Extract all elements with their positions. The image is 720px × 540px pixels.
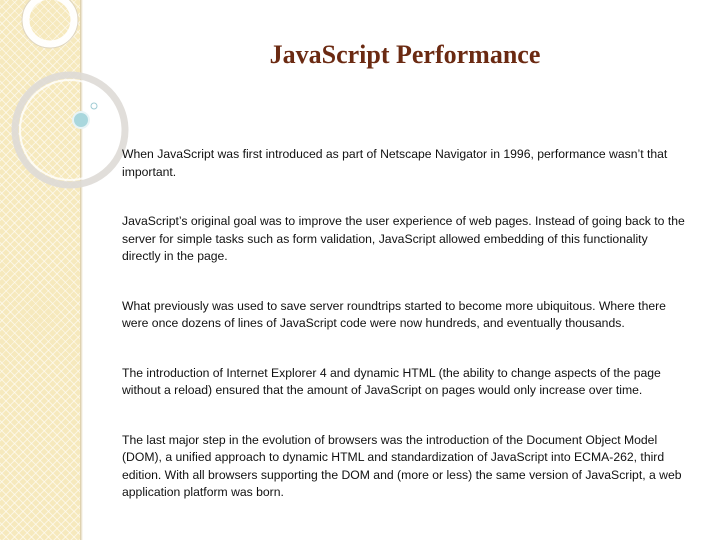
slide-body — [122, 146, 688, 534]
paragraph-netscape: When JavaScript was first introduced as part of Netscape Navigator in 1996, performance wasn’t that important. — [122, 147, 668, 179]
paragraph-ubiquitous: What previously was used to save server roundtrips started to become more ubiquitous. Where there were once dozens of lines of JavaScript code were now hundreds, and eventually thousands. — [122, 298, 666, 330]
paragraph-ie4-dhtml: The introduction of Internet Explorer 4 and dynamic HTML (the ability to change aspects of the page without a reload) ensured that the amount of JavaScript on pages would only increase over time. — [122, 365, 661, 397]
small-dot — [91, 103, 97, 109]
medium-ring-inner — [20, 80, 120, 180]
paragraph-original-goal: JavaScript’s original goal was to improve the user experience of web pages. Instead of going back to the server for simple tasks such as form validation, JavaScript allowed embedding of this functionality directly in the page. — [122, 214, 685, 263]
slide-title: JavaScript Performance — [269, 40, 541, 69]
teal-dot — [73, 112, 89, 128]
medium-ring — [15, 75, 125, 185]
large-ring — [26, 0, 74, 44]
paragraph-dom: The last major step in the evolution of browsers was the introduction of the Document Object Model (DOM), a unified approach to dynamic HTML and standardization of JavaScript into ECMA-262, third edition. With all browsers supporting the DOM and (more or less) the same version of JavaScript, a web application platform was born. — [122, 432, 682, 499]
